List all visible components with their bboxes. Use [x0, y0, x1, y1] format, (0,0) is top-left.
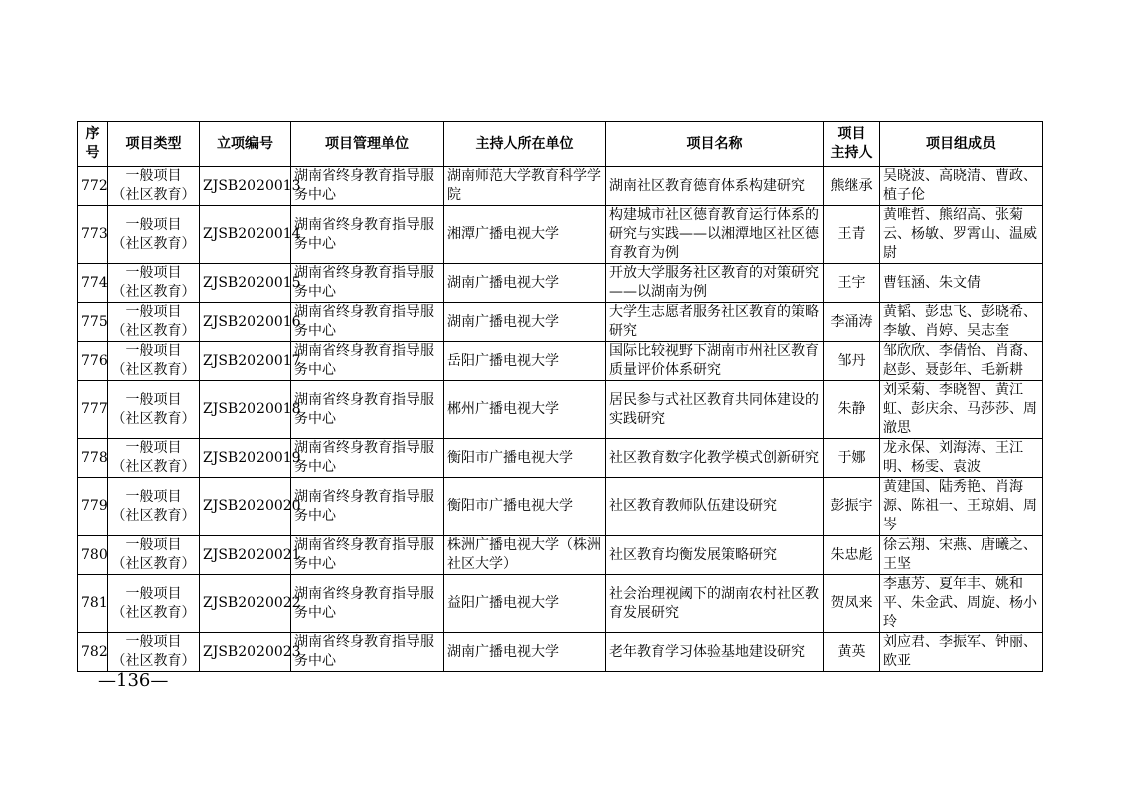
type-subline: （社区教育）: [111, 187, 196, 203]
host-unit-cell: 衡阳市广播电视大学: [444, 439, 606, 478]
type-line: 一般项目: [125, 304, 182, 320]
mgmt-unit-cell: 湖南省终身教育指导服务中心: [291, 633, 444, 672]
type-line: 一般项目: [125, 488, 182, 505]
mgmt-unit-cell: 湖南省终身教育指导服务中心: [291, 536, 444, 575]
host-unit-cell: 湖南广播电视大学: [444, 633, 606, 672]
members-cell: 龙永保、刘海涛、王江明、杨雯、袁波: [880, 439, 1043, 478]
col-header-code: 立项编号: [200, 122, 291, 167]
seq-cell: 780: [78, 536, 108, 575]
project-name-cell: 社会治理视阈下的湖南农村社区教育发展研究: [606, 575, 824, 633]
leader-cell: 彭振宇: [824, 478, 880, 536]
mgmt-unit-cell: 湖南省终身教育指导服务中心: [291, 342, 444, 381]
code-cell: ZJSB2020019: [200, 439, 291, 478]
mgmt-unit-cell: 湖南省终身教育指导服务中心: [291, 439, 444, 478]
page-number: —136—: [98, 670, 169, 691]
type-cell: [108, 633, 200, 672]
type-subline: （社区教育）: [111, 604, 196, 621]
code-cell: ZJSB2020018: [200, 381, 291, 439]
type-subline: （社区教育）: [111, 459, 196, 475]
code-cell: ZJSB2020016: [200, 303, 291, 342]
members-cell: 黄唯哲、熊绍高、张菊云、杨敏、罗霄山、温威尉: [880, 206, 1043, 264]
members-cell: 曹钰涵、朱文倩: [880, 264, 1043, 303]
mgmt-unit-cell: 湖南省终身教育指导服务中心: [291, 264, 444, 303]
host-unit-cell: 益阳广播电视大学: [444, 575, 606, 633]
type-line: 一般项目: [125, 391, 182, 408]
type-cell: [108, 381, 200, 439]
table-row: [78, 264, 1043, 303]
seq-cell: 776: [78, 342, 108, 381]
code-cell: ZJSB2020013: [200, 167, 291, 206]
col-header-mgmt-unit: 项目管理单位: [291, 122, 444, 167]
host-unit-cell: 岳阳广播电视大学: [444, 342, 606, 381]
type-cell: [108, 439, 200, 478]
mgmt-unit-cell: 湖南省终身教育指导服务中心: [291, 478, 444, 536]
type-subline: （社区教育）: [111, 323, 196, 339]
col-header-type: 项目类型: [108, 122, 200, 167]
table-row: [78, 633, 1043, 672]
project-name-cell: 社区教育均衡发展策略研究: [606, 536, 824, 575]
leader-cell: 朱静: [824, 381, 880, 439]
seq-cell: 782: [78, 633, 108, 672]
leader-cell: 黄英: [824, 633, 880, 672]
project-name-cell: 构建城市社区德育教育运行体系的研究与实践——以湘潭地区社区德育教育为例: [606, 206, 824, 264]
table-row: [78, 381, 1043, 439]
leader-cell: 朱忠彪: [824, 536, 880, 575]
host-unit-cell: 湘潭广播电视大学: [444, 206, 606, 264]
project-name-cell: 大学生志愿者服务社区教育的策略研究: [606, 303, 824, 342]
col-header-seq: 序 号: [78, 122, 108, 167]
seq-cell: 775: [78, 303, 108, 342]
members-cell: 徐云翔、宋燕、唐曦之、王坚: [880, 536, 1043, 575]
type-cell: [108, 303, 200, 342]
members-cell: 邹欣欣、李倩怡、肖裔、赵彭、聂彭年、毛新耕: [880, 342, 1043, 381]
leader-cell: 于娜: [824, 439, 880, 478]
type-subline: （社区教育）: [111, 410, 196, 427]
type-subline: （社区教育）: [111, 284, 196, 300]
type-cell: [108, 478, 200, 536]
type-line: 一般项目: [125, 585, 182, 602]
table-row: [78, 478, 1043, 536]
table-row: [78, 342, 1043, 381]
type-line: 一般项目: [125, 537, 182, 553]
members-cell: 黄建国、陆秀艳、肖海源、陈祖一、王琼娟、周岑: [880, 478, 1043, 536]
leader-cell: 贺凤来: [824, 575, 880, 633]
code-cell: ZJSB2020023: [200, 633, 291, 672]
type-cell: [108, 575, 200, 633]
project-name-cell: 国际比较视野下湖南市州社区教育质量评价体系研究: [606, 342, 824, 381]
type-cell: [108, 536, 200, 575]
col-header-members: 项目组成员: [880, 122, 1043, 167]
type-subline: （社区教育）: [111, 507, 196, 524]
type-cell: [108, 167, 200, 206]
project-name-cell: 居民参与式社区教育共同体建设的实践研究: [606, 381, 824, 439]
project-table: [77, 121, 1043, 672]
type-line: 一般项目: [125, 440, 182, 456]
type-subline: （社区教育）: [111, 653, 196, 669]
mgmt-unit-cell: 湖南省终身教育指导服务中心: [291, 381, 444, 439]
seq-cell: 779: [78, 478, 108, 536]
leader-cell: 李涌涛: [824, 303, 880, 342]
members-cell: 刘采菊、李晓智、黄江虹、彭庆余、马莎莎、周澈思: [880, 381, 1043, 439]
code-cell: ZJSB2020014: [200, 206, 291, 264]
col-header-host-unit: 主持人所在单位: [444, 122, 606, 167]
type-cell: [108, 264, 200, 303]
code-cell: ZJSB2020021: [200, 536, 291, 575]
mgmt-unit-cell: 湖南省终身教育指导服务中心: [291, 575, 444, 633]
type-line: 一般项目: [125, 343, 182, 359]
type-subline: （社区教育）: [111, 235, 196, 252]
table-row: [78, 206, 1043, 264]
host-unit-cell: 湖南师范大学教育科学学院: [444, 167, 606, 206]
leader-cell: 熊继承: [824, 167, 880, 206]
table-row: [78, 439, 1043, 478]
code-cell: ZJSB2020015: [200, 264, 291, 303]
table-row: [78, 167, 1043, 206]
mgmt-unit-cell: 湖南省终身教育指导服务中心: [291, 206, 444, 264]
leader-cell: 邹丹: [824, 342, 880, 381]
type-line: 一般项目: [125, 216, 182, 233]
type-line: 一般项目: [125, 168, 182, 184]
seq-cell: 781: [78, 575, 108, 633]
type-subline: （社区教育）: [111, 362, 196, 378]
seq-cell: 777: [78, 381, 108, 439]
type-subline: （社区教育）: [111, 556, 196, 572]
header-row: [78, 122, 1043, 167]
host-unit-cell: 湖南广播电视大学: [444, 303, 606, 342]
members-cell: 李惠芳、夏年丰、姚和平、朱金武、周旋、杨小玲: [880, 575, 1043, 633]
host-unit-cell: 湖南广播电视大学: [444, 264, 606, 303]
host-unit-cell: 株洲广播电视大学（株洲社区大学）: [444, 536, 606, 575]
col-header-project-name: 项目名称: [606, 122, 824, 167]
code-cell: ZJSB2020022: [200, 575, 291, 633]
leader-cell: 王宇: [824, 264, 880, 303]
project-name-cell: 开放大学服务社区教育的对策研究——以湖南为例: [606, 264, 824, 303]
members-cell: 吴晓波、高晓清、曹政、植子伦: [880, 167, 1043, 206]
seq-cell: 774: [78, 264, 108, 303]
code-cell: ZJSB2020020: [200, 478, 291, 536]
leader-cell: 王青: [824, 206, 880, 264]
members-cell: 黄韬、彭忠飞、彭晓希、李敏、肖婷、吴志奎: [880, 303, 1043, 342]
col-header-leader: 项目 主持人: [824, 122, 880, 167]
project-name-cell: 社区教育数字化教学模式创新研究: [606, 439, 824, 478]
project-name-cell: 湖南社区教育德育体系构建研究: [606, 167, 824, 206]
seq-cell: 778: [78, 439, 108, 478]
mgmt-unit-cell: 湖南省终身教育指导服务中心: [291, 167, 444, 206]
type-line: 一般项目: [125, 634, 182, 650]
host-unit-cell: 衡阳市广播电视大学: [444, 478, 606, 536]
host-unit-cell: 郴州广播电视大学: [444, 381, 606, 439]
table-row: [78, 303, 1043, 342]
type-cell: [108, 342, 200, 381]
table-row: [78, 575, 1043, 633]
table-row: [78, 536, 1043, 575]
members-cell: 刘应君、李振军、钟丽、欧亚: [880, 633, 1043, 672]
seq-cell: 772: [78, 167, 108, 206]
type-cell: [108, 206, 200, 264]
code-cell: ZJSB2020017: [200, 342, 291, 381]
seq-cell: 773: [78, 206, 108, 264]
project-name-cell: 老年教育学习体验基地建设研究: [606, 633, 824, 672]
type-line: 一般项目: [125, 265, 182, 281]
mgmt-unit-cell: 湖南省终身教育指导服务中心: [291, 303, 444, 342]
project-name-cell: 社区教育教师队伍建设研究: [606, 478, 824, 536]
